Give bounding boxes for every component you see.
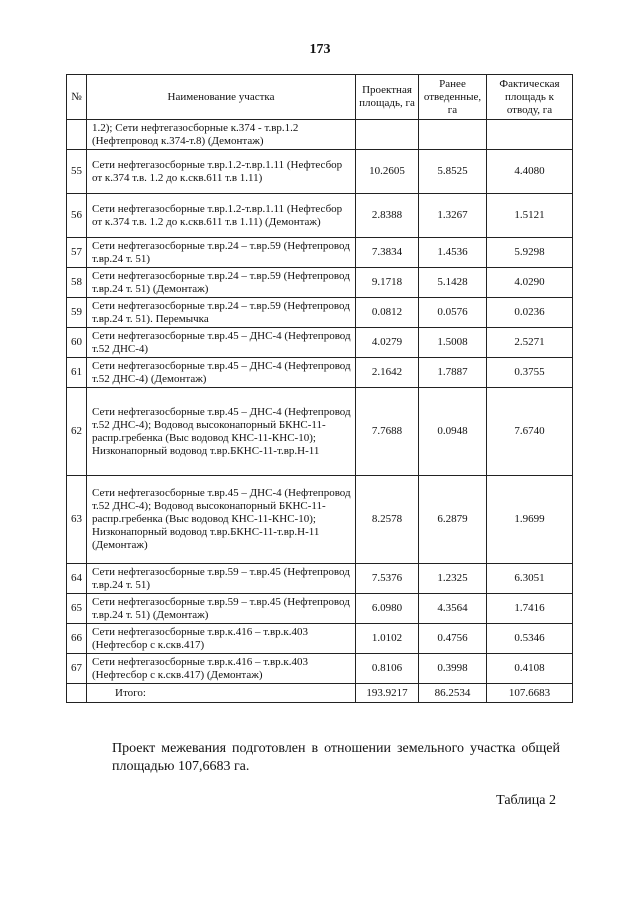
header-actual-area: Фактическая площадь к отводу, га [487,75,573,120]
row-previous-area: 5.1428 [419,268,487,298]
row-design-area: 6.0980 [356,594,419,624]
row-number: 67 [67,654,87,684]
row-previous-area: 5.8525 [419,150,487,194]
row-name: Сети нефтегазосборные т.вр.к.416 – т.вр.к.403 (Нефтесбор с к.скв.417) (Демонтаж) [87,654,356,684]
row-actual-area: 7.6740 [487,388,573,476]
row-design-area: 7.5376 [356,564,419,594]
table-row [67,298,573,328]
row-name: Сети нефтегазосборные т.вр.45 – ДНС-4 (Нефтепровод т.52 ДНС-4); Водовод высоконапорный БКНС-11-распр.гребенка (Выс водовод КНС-11-КНС-10); Низконапорный водовод т.вр.БКНС-11-т.вр.Н-11 (Демонтаж) [87,476,356,564]
total-row [67,684,573,703]
row-design-area: 7.3834 [356,238,419,268]
row-actual-area: 0.4108 [487,654,573,684]
row-actual-area: 1.7416 [487,594,573,624]
row-number [67,120,87,150]
header-num: № [67,75,87,120]
row-name: Сети нефтегазосборные т.вр.1.2-т.вр.1.11 (Нефтесбор от к.374 т.в. 1.2 до к.скв.611 т.в 1.11) (Демонтаж) [87,194,356,238]
row-previous-area: 0.0948 [419,388,487,476]
row-actual-area: 0.3755 [487,358,573,388]
table-row [67,388,573,476]
row-actual-area: 4.4080 [487,150,573,194]
row-name: Сети нефтегазосборные т.вр.45 – ДНС-4 (Нефтепровод т.52 ДНС-4); Водовод высоконапорный БКНС-11-распр.гребенка (Выс водовод КНС-11-КНС-10); Низконапорный водовод т.вр.БКНС-11-т.вр.Н-11 [87,388,356,476]
table-row [67,594,573,624]
row-design-area: 9.1718 [356,268,419,298]
land-plot-table [66,74,573,703]
table-row [67,328,573,358]
table-row [67,624,573,654]
row-number: 56 [67,194,87,238]
row-name: Сети нефтегазосборные т.вр.24 – т.вр.59 (Нефтепровод т.вр.24 т. 51). Перемычка [87,298,356,328]
table-row [67,268,573,298]
row-number: 65 [67,594,87,624]
row-design-area: 10.2605 [356,150,419,194]
row-previous-area: 6.2879 [419,476,487,564]
table-header-row [67,75,573,120]
total-num-cell [67,684,87,703]
table-row [67,120,573,150]
row-name: Сети нефтегазосборные т.вр.59 – т.вр.45 (Нефтепровод т.вр.24 т. 51) [87,564,356,594]
row-design-area: 1.0102 [356,624,419,654]
total-previous-area: 86.2534 [419,684,487,703]
row-name: Сети нефтегазосборные т.вр.к.416 – т.вр.к.403 (Нефтесбор с к.скв.417) [87,624,356,654]
row-previous-area: 0.3998 [419,654,487,684]
total-actual-area: 107.6683 [487,684,573,703]
row-number: 59 [67,298,87,328]
table-row [67,358,573,388]
row-design-area [356,120,419,150]
row-number: 62 [67,388,87,476]
row-previous-area: 0.4756 [419,624,487,654]
header-design-area: Проектная площадь, га [356,75,419,120]
header-previous-area: Ранее отведенные, га [419,75,487,120]
row-number: 60 [67,328,87,358]
summary-paragraph: Проект межевания подготовлен в отношении земельного участка общей площадью 107,6683 га. [112,741,560,774]
row-design-area: 8.2578 [356,476,419,564]
header-name: Наименование участка [87,75,356,120]
table-row [67,564,573,594]
row-name: 1.2); Сети нефтегазосборные к.374 - т.вр.1.2 (Нефтепровод к.374-т.8) (Демонтаж) [87,120,356,150]
total-label: Итого: [87,684,356,703]
row-design-area: 2.8388 [356,194,419,238]
table-body [67,120,573,684]
row-previous-area: 1.2325 [419,564,487,594]
table-row [67,194,573,238]
row-actual-area [487,120,573,150]
row-design-area: 7.7688 [356,388,419,476]
row-actual-area: 1.5121 [487,194,573,238]
table-row [67,150,573,194]
row-number: 61 [67,358,87,388]
row-actual-area: 6.3051 [487,564,573,594]
row-number: 63 [67,476,87,564]
page-number: 173 [309,42,331,57]
row-number: 55 [67,150,87,194]
row-design-area: 0.8106 [356,654,419,684]
row-previous-area [419,120,487,150]
row-actual-area: 4.0290 [487,268,573,298]
row-previous-area: 0.0576 [419,298,487,328]
table-row [67,476,573,564]
row-design-area: 0.0812 [356,298,419,328]
row-actual-area: 1.9699 [487,476,573,564]
table-caption: Таблица 2 [496,793,556,808]
row-design-area: 4.0279 [356,328,419,358]
row-actual-area: 0.5346 [487,624,573,654]
row-design-area: 2.1642 [356,358,419,388]
row-name: Сети нефтегазосборные т.вр.59 – т.вр.45 (Нефтепровод т.вр.24 т. 51) (Демонтаж) [87,594,356,624]
row-previous-area: 1.3267 [419,194,487,238]
row-previous-area: 1.7887 [419,358,487,388]
row-actual-area: 2.5271 [487,328,573,358]
row-number: 64 [67,564,87,594]
row-actual-area: 0.0236 [487,298,573,328]
row-number: 66 [67,624,87,654]
row-number: 57 [67,238,87,268]
table-row [67,238,573,268]
row-name: Сети нефтегазосборные т.вр.24 – т.вр.59 (Нефтепровод т.вр.24 т. 51) [87,238,356,268]
row-previous-area: 1.4536 [419,238,487,268]
row-previous-area: 4.3564 [419,594,487,624]
row-name: Сети нефтегазосборные т.вр.45 – ДНС-4 (Нефтепровод т.52 ДНС-4) [87,328,356,358]
row-name: Сети нефтегазосборные т.вр.45 – ДНС-4 (Нефтепровод т.52 ДНС-4) (Демонтаж) [87,358,356,388]
total-design-area: 193.9217 [356,684,419,703]
row-previous-area: 1.5008 [419,328,487,358]
row-name: Сети нефтегазосборные т.вр.24 – т.вр.59 (Нефтепровод т.вр.24 т. 51) (Демонтаж) [87,268,356,298]
row-number: 58 [67,268,87,298]
row-name: Сети нефтегазосборные т.вр.1.2-т.вр.1.11 (Нефтесбор от к.374 т.в. 1.2 до к.скв.611 т.в 1.11) [87,150,356,194]
row-actual-area: 5.9298 [487,238,573,268]
table-row [67,654,573,684]
